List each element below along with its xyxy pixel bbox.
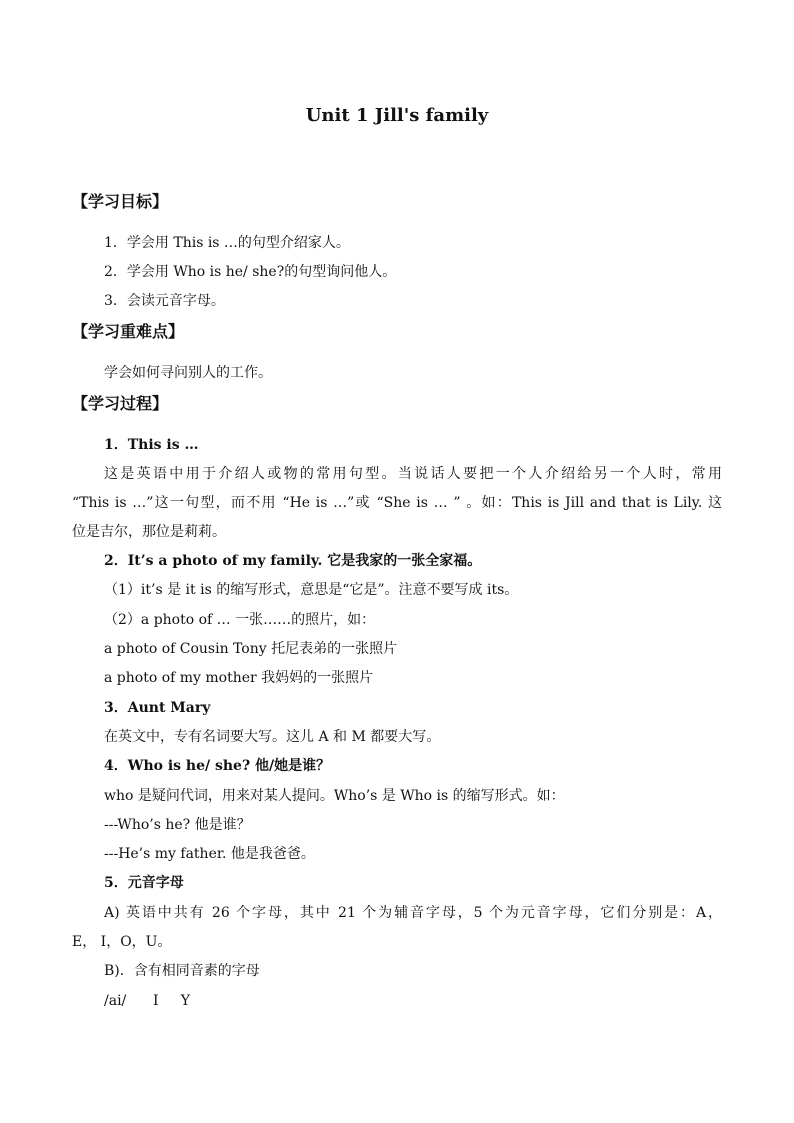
point-heading: 3．Aunt Mary <box>104 700 211 716</box>
page-title: Unit 1 Jill's family <box>305 105 489 126</box>
point-heading: 5．元音字母 <box>104 875 184 891</box>
section-heading-key-points: 【学习重难点】 <box>72 322 185 341</box>
point-heading: 4．Who is he/ she? 他/她是谁？ <box>104 758 331 774</box>
example-line: a photo of my mother 我妈妈的一张照片 <box>104 670 374 686</box>
section-heading-process: 【学习过程】 <box>72 394 169 413</box>
key-point-text: 学会如何寻问别人的工作。 <box>104 365 272 381</box>
dialogue-line: ---He’s my father. 他是我爸爸。 <box>104 846 315 862</box>
paragraph-line: 在英文中，专有名词要大写。这儿 A 和 M 都要大写。 <box>104 729 441 745</box>
note-line: （2）a photo of … 一张……的照片，如： <box>104 612 376 628</box>
paragraph-line: 这是英语中用于介绍人或物的常用句型。当说话人要把一个人介绍给另一个人时，常用 <box>104 466 722 482</box>
paragraph-line: “This is …”这一句型，而不用 “He is …”或 “She is … ” 。如：This is Jill and that is Lily. 这 <box>72 495 722 511</box>
sound-line: /ai/ I Y <box>104 993 190 1009</box>
paragraph-line: 位是吉尔，那位是莉莉。 <box>72 524 226 540</box>
objective-item: 1．学会用 This is …的句型介绍家人。 <box>104 235 350 251</box>
paragraph-line: B)．含有相同音素的字母 <box>104 963 260 979</box>
section-heading-objectives: 【学习目标】 <box>72 192 169 211</box>
note-line: （1）it’s 是 it is 的缩写形式，意思是“它是”。注意不要写成 its。 <box>104 582 519 598</box>
paragraph-line: who 是疑问代词，用来对某人提问。Who’s 是 Who is 的缩写形式。如： <box>104 788 565 804</box>
paragraph-line: A) 英语中共有 26 个字母，其中 21 个为辅音字母，5 个为元音字母，它们分别是：A， <box>104 905 722 921</box>
dialogue-line: ---Who’s he? 他是谁？ <box>104 817 251 833</box>
point-heading: 1．This is … <box>104 437 199 453</box>
example-line: a photo of Cousin Tony 托尼表弟的一张照片 <box>104 641 398 657</box>
paragraph-line: E， I，O，U。 <box>72 934 172 950</box>
objective-item: 2．学会用 Who is he/ she?的句型询问他人。 <box>104 264 397 280</box>
objective-item: 3．会读元音字母。 <box>104 293 225 309</box>
point-heading: 2．It’s a photo of my family. 它是我家的一张全家福。 <box>104 553 482 569</box>
